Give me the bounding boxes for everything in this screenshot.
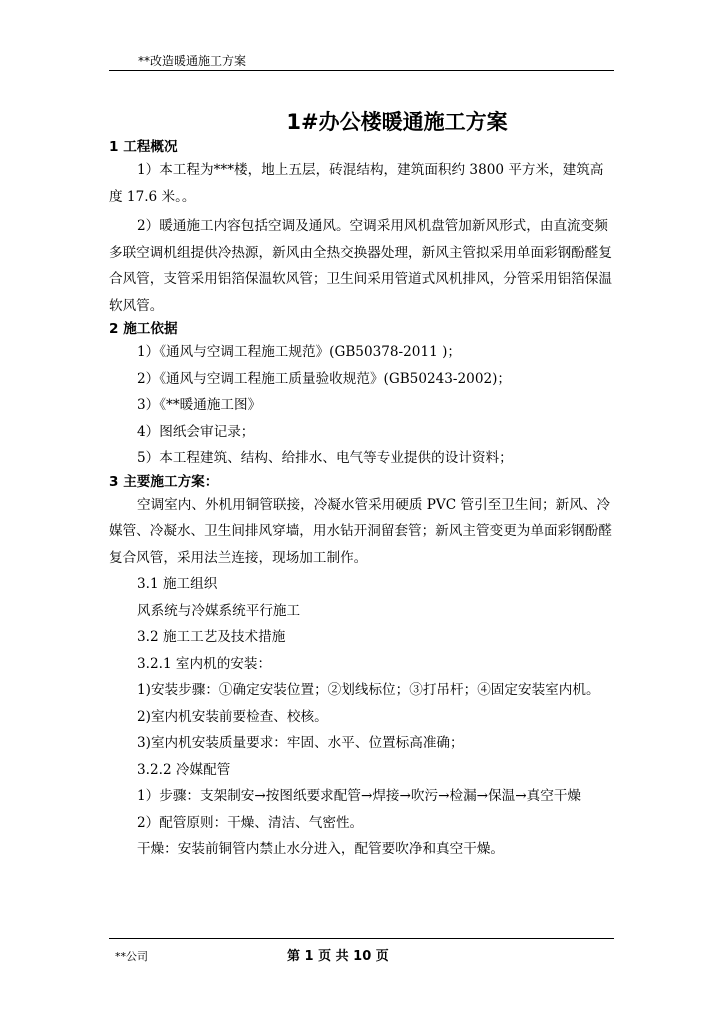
paragraph: 1）步骤：支架制安→按图纸要求配管→焊接→吹污→检漏→保温→真空干燥 bbox=[137, 788, 582, 804]
subheading: 3.1 施工组织 bbox=[137, 576, 218, 592]
document-title: 1#办公楼暖通施工方案 bbox=[286, 110, 508, 134]
footer-company: **公司 bbox=[115, 950, 148, 963]
section-2-heading: 2 施工依据 bbox=[109, 321, 178, 337]
paragraph: 2)室内机安装前要检查、校核。 bbox=[137, 708, 328, 725]
list-item: 3）《**暖通施工图》 bbox=[137, 397, 262, 413]
subheading: 3.2 施工工艺及技术措施 bbox=[137, 629, 286, 645]
paragraph: 1）本工程为***楼，地上五层，砖混结构，建筑面积约 3800 平方米，建筑高度 17.6 米。。 bbox=[109, 162, 604, 205]
paragraph: 风系统与冷媒系统平行施工 bbox=[137, 602, 301, 619]
paragraph: 1)安装步骤：①确定安装位置；②划线标位；③打吊杆；④固定安装室内机。 bbox=[137, 682, 600, 698]
subheading: 3.2.1 室内机的安装： bbox=[137, 655, 272, 672]
document-body bbox=[109, 138, 615, 863]
section-3-heading: 3 主要施工方案： bbox=[109, 473, 219, 490]
paragraph: 3)室内机安装质量要求：牢固、水平、位置标高准确； bbox=[137, 735, 464, 751]
paragraph: 干燥：安装前铜管内禁止水分进入，配管要吹净和真空干燥。 bbox=[137, 841, 505, 857]
list-item: 4）图纸会审记录； bbox=[137, 423, 255, 440]
list-item: 1）《通风与空调工程施工规范》(GB50378-2011 )； bbox=[137, 344, 461, 360]
page-header bbox=[109, 52, 614, 71]
header-text: **改造暖通施工方案 bbox=[138, 54, 247, 68]
paragraph: 空调室内、外机用铜管联接，冷凝水管采用硬质 PVC 管引至卫生间；新风、冷媒管、冷凝水、卫生间排风穿墙，用水钻开洞留套管；新风主管变更为单面彩钢酚醛复合风管，采用法兰连接，现场加工制作。 bbox=[109, 496, 612, 566]
page-footer bbox=[109, 938, 614, 963]
list-item: 2）《通风与空调工程施工质量验收规范》(GB50243-2002)； bbox=[137, 370, 512, 387]
paragraph: 2）配管原则：干燥、清洁、气密性。 bbox=[137, 814, 364, 831]
page-number: 第 1 页 共 10 页 bbox=[287, 949, 389, 964]
subheading: 3.2.2 冷媒配管 bbox=[137, 761, 231, 778]
section-1-heading: 1 工程概况 bbox=[109, 139, 178, 155]
list-item: 5）本工程建筑、结构、给排水、电气等专业提供的设计资料； bbox=[137, 450, 513, 466]
paragraph: 2）暖通施工内容包括空调及通风。空调采用风机盘管加新风形式，由直流变频多联空调机组提供冷热源，新风由全热交换器处理，新风主管拟采用单面彩钢酚醛复合风管，支管采用铝箔保温软风管；卫生间采用管道式风机排风，分管采用铝箔保温软风管。 bbox=[109, 218, 612, 314]
